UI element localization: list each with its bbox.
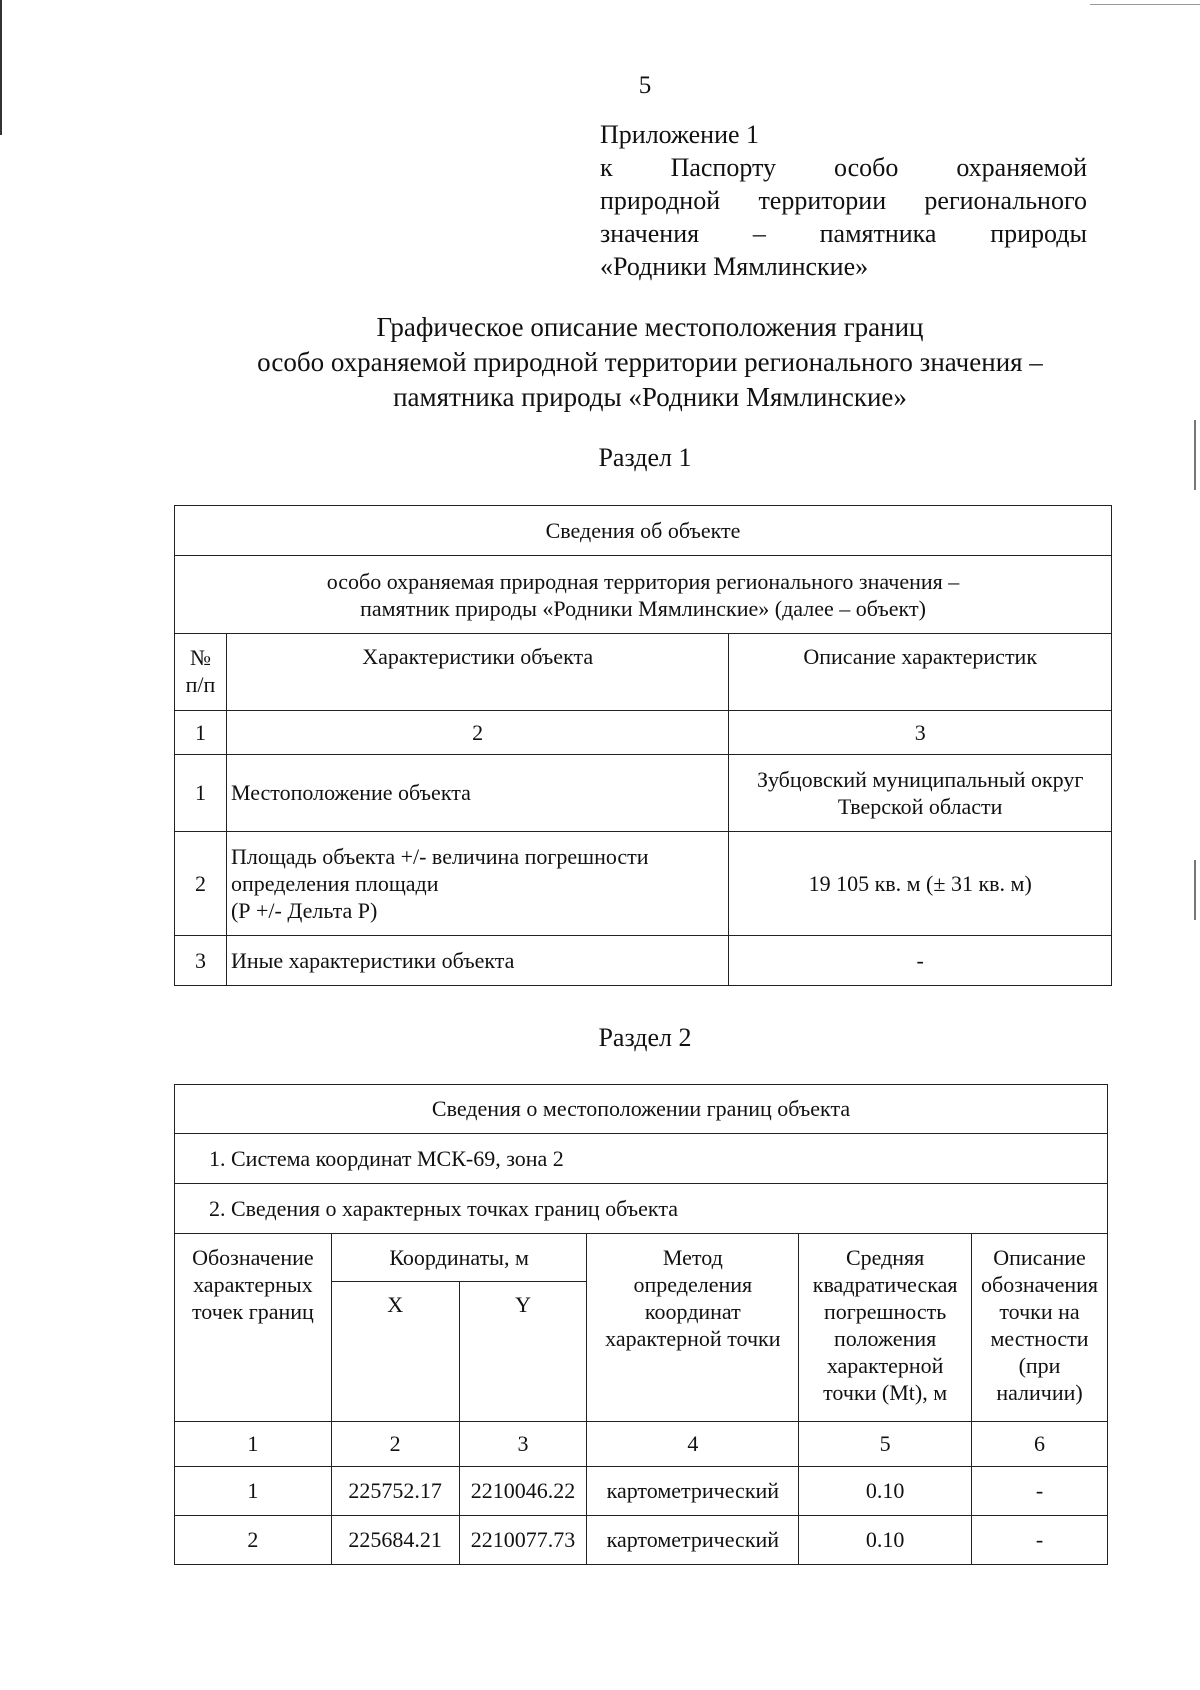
- header-characteristics: Характеристики объекта: [226, 634, 728, 711]
- header-designation: [175, 1234, 332, 1422]
- column-number: 3: [729, 711, 1112, 755]
- header-coordinates: Координаты, м: [331, 1234, 587, 1282]
- title-line: Графическое описание местоположения границ: [376, 312, 924, 342]
- coordinate-system: 1. Система координат МСК-69, зона 2: [175, 1134, 1108, 1184]
- document-title: [150, 310, 1150, 415]
- appendix-line: к Паспорту особо охраняемой: [600, 153, 1087, 182]
- header-line: погрешность: [824, 1299, 947, 1324]
- row-characteristic: [226, 832, 728, 936]
- characteristic-line: Площадь объекта +/- величина погрешности: [230, 844, 649, 869]
- row-characteristic: Местоположение объекта: [226, 755, 728, 832]
- header-y: Y: [459, 1282, 587, 1422]
- column-number: 2: [331, 1422, 459, 1467]
- appendix-line: Приложение 1: [600, 120, 760, 149]
- appendix-line: значения – памятника природы: [600, 219, 1087, 248]
- point-id: 1: [175, 1467, 332, 1516]
- boundary-points-table: [174, 1084, 1108, 1565]
- point-description: -: [972, 1467, 1108, 1516]
- table-row: [175, 755, 1112, 832]
- header-num: [175, 634, 227, 711]
- table-row: [175, 936, 1112, 986]
- point-x: 225752.17: [331, 1467, 459, 1516]
- description-line: Тверской области: [837, 794, 1003, 819]
- header-num-line: №: [189, 645, 211, 670]
- row-num: 2: [175, 832, 227, 936]
- point-method: картометрический: [587, 1467, 799, 1516]
- point-method: картометрический: [587, 1516, 799, 1565]
- scan-edge-left: [0, 0, 2, 135]
- header-line: квадратическая: [812, 1272, 958, 1297]
- row-description: -: [729, 936, 1112, 986]
- header-line: точки (Mt), м: [823, 1380, 948, 1405]
- characteristic-line: определения площади: [230, 871, 439, 896]
- point-description: -: [972, 1516, 1108, 1565]
- row-num: 3: [175, 936, 227, 986]
- header-description: Описание характеристик: [729, 634, 1112, 711]
- page-number: 5: [638, 72, 652, 99]
- title-line: особо охраняемой природной территории регионального значения –: [257, 347, 1043, 377]
- column-number: 5: [799, 1422, 972, 1467]
- header-line: координат: [644, 1299, 741, 1324]
- object-name-line: памятник природы «Родники Мямлинские» (далее – объект): [360, 595, 926, 621]
- header-num-line: п/п: [185, 672, 216, 697]
- table-title: Сведения о местоположении границ объекта: [175, 1085, 1108, 1134]
- column-number: 4: [587, 1422, 799, 1467]
- title-line: памятника природы «Родники Мямлинские»: [393, 382, 907, 412]
- row-description: 19 105 кв. м (± 31 кв. м): [729, 832, 1112, 936]
- point-error: 0.10: [799, 1516, 972, 1565]
- header-line: Обозначение: [192, 1245, 314, 1270]
- column-number: 3: [459, 1422, 587, 1467]
- header-error: [799, 1234, 972, 1422]
- header-line: характерной точки: [605, 1326, 781, 1351]
- point-y: 2210077.73: [459, 1516, 587, 1565]
- header-line: обозначения: [981, 1272, 1099, 1297]
- header-line: характерных: [193, 1272, 313, 1297]
- header-line: определения: [633, 1272, 753, 1297]
- point-error: 0.10: [799, 1467, 972, 1516]
- header-line: точки на: [999, 1299, 1080, 1324]
- header-line: точек границ: [191, 1299, 314, 1324]
- description-line: Зубцовский муниципальный округ: [756, 767, 1084, 792]
- header-line: местности: [990, 1326, 1089, 1351]
- object-name-cell: [175, 556, 1112, 634]
- header-line: Средняя: [845, 1245, 925, 1270]
- scan-edge-right: [1194, 860, 1196, 920]
- row-description: [729, 755, 1112, 832]
- points-heading: 2. Сведения о характерных точках границ объекта: [175, 1184, 1108, 1234]
- appendix-block: [600, 118, 1087, 283]
- column-number: 6: [972, 1422, 1108, 1467]
- header-line: характерной: [826, 1353, 944, 1378]
- table-row: [175, 1516, 1108, 1565]
- column-number: 1: [175, 711, 227, 755]
- row-num: 1: [175, 755, 227, 832]
- scan-edge-top: [1090, 4, 1200, 5]
- header-line: (при: [1018, 1353, 1061, 1378]
- header-line: Метод: [662, 1245, 723, 1270]
- table-title: Сведения об объекте: [175, 506, 1112, 556]
- object-name-line: особо охраняемая природная территория регионального значения –: [326, 568, 960, 594]
- header-point-description: [972, 1234, 1108, 1422]
- table-row: [175, 1467, 1108, 1516]
- header-line: положения: [833, 1326, 937, 1351]
- column-number: 2: [226, 711, 728, 755]
- point-y: 2210046.22: [459, 1467, 587, 1516]
- appendix-line: «Родники Мямлинские»: [600, 252, 869, 281]
- object-info-table: [174, 505, 1112, 986]
- point-x: 225684.21: [331, 1516, 459, 1565]
- appendix-line: природной территории регионального: [600, 186, 1087, 215]
- section-1-heading: Раздел 1: [598, 443, 692, 472]
- characteristic-line: (Р +/- Дельта Р): [230, 898, 378, 923]
- header-method: [587, 1234, 799, 1422]
- section-2-heading: Раздел 2: [598, 1023, 692, 1052]
- header-line: наличии): [996, 1380, 1083, 1405]
- row-characteristic: Иные характеристики объекта: [226, 936, 728, 986]
- column-number: 1: [175, 1422, 332, 1467]
- point-id: 2: [175, 1516, 332, 1565]
- header-x: X: [331, 1282, 459, 1422]
- header-line: Описание: [993, 1245, 1086, 1270]
- table-row: [175, 832, 1112, 936]
